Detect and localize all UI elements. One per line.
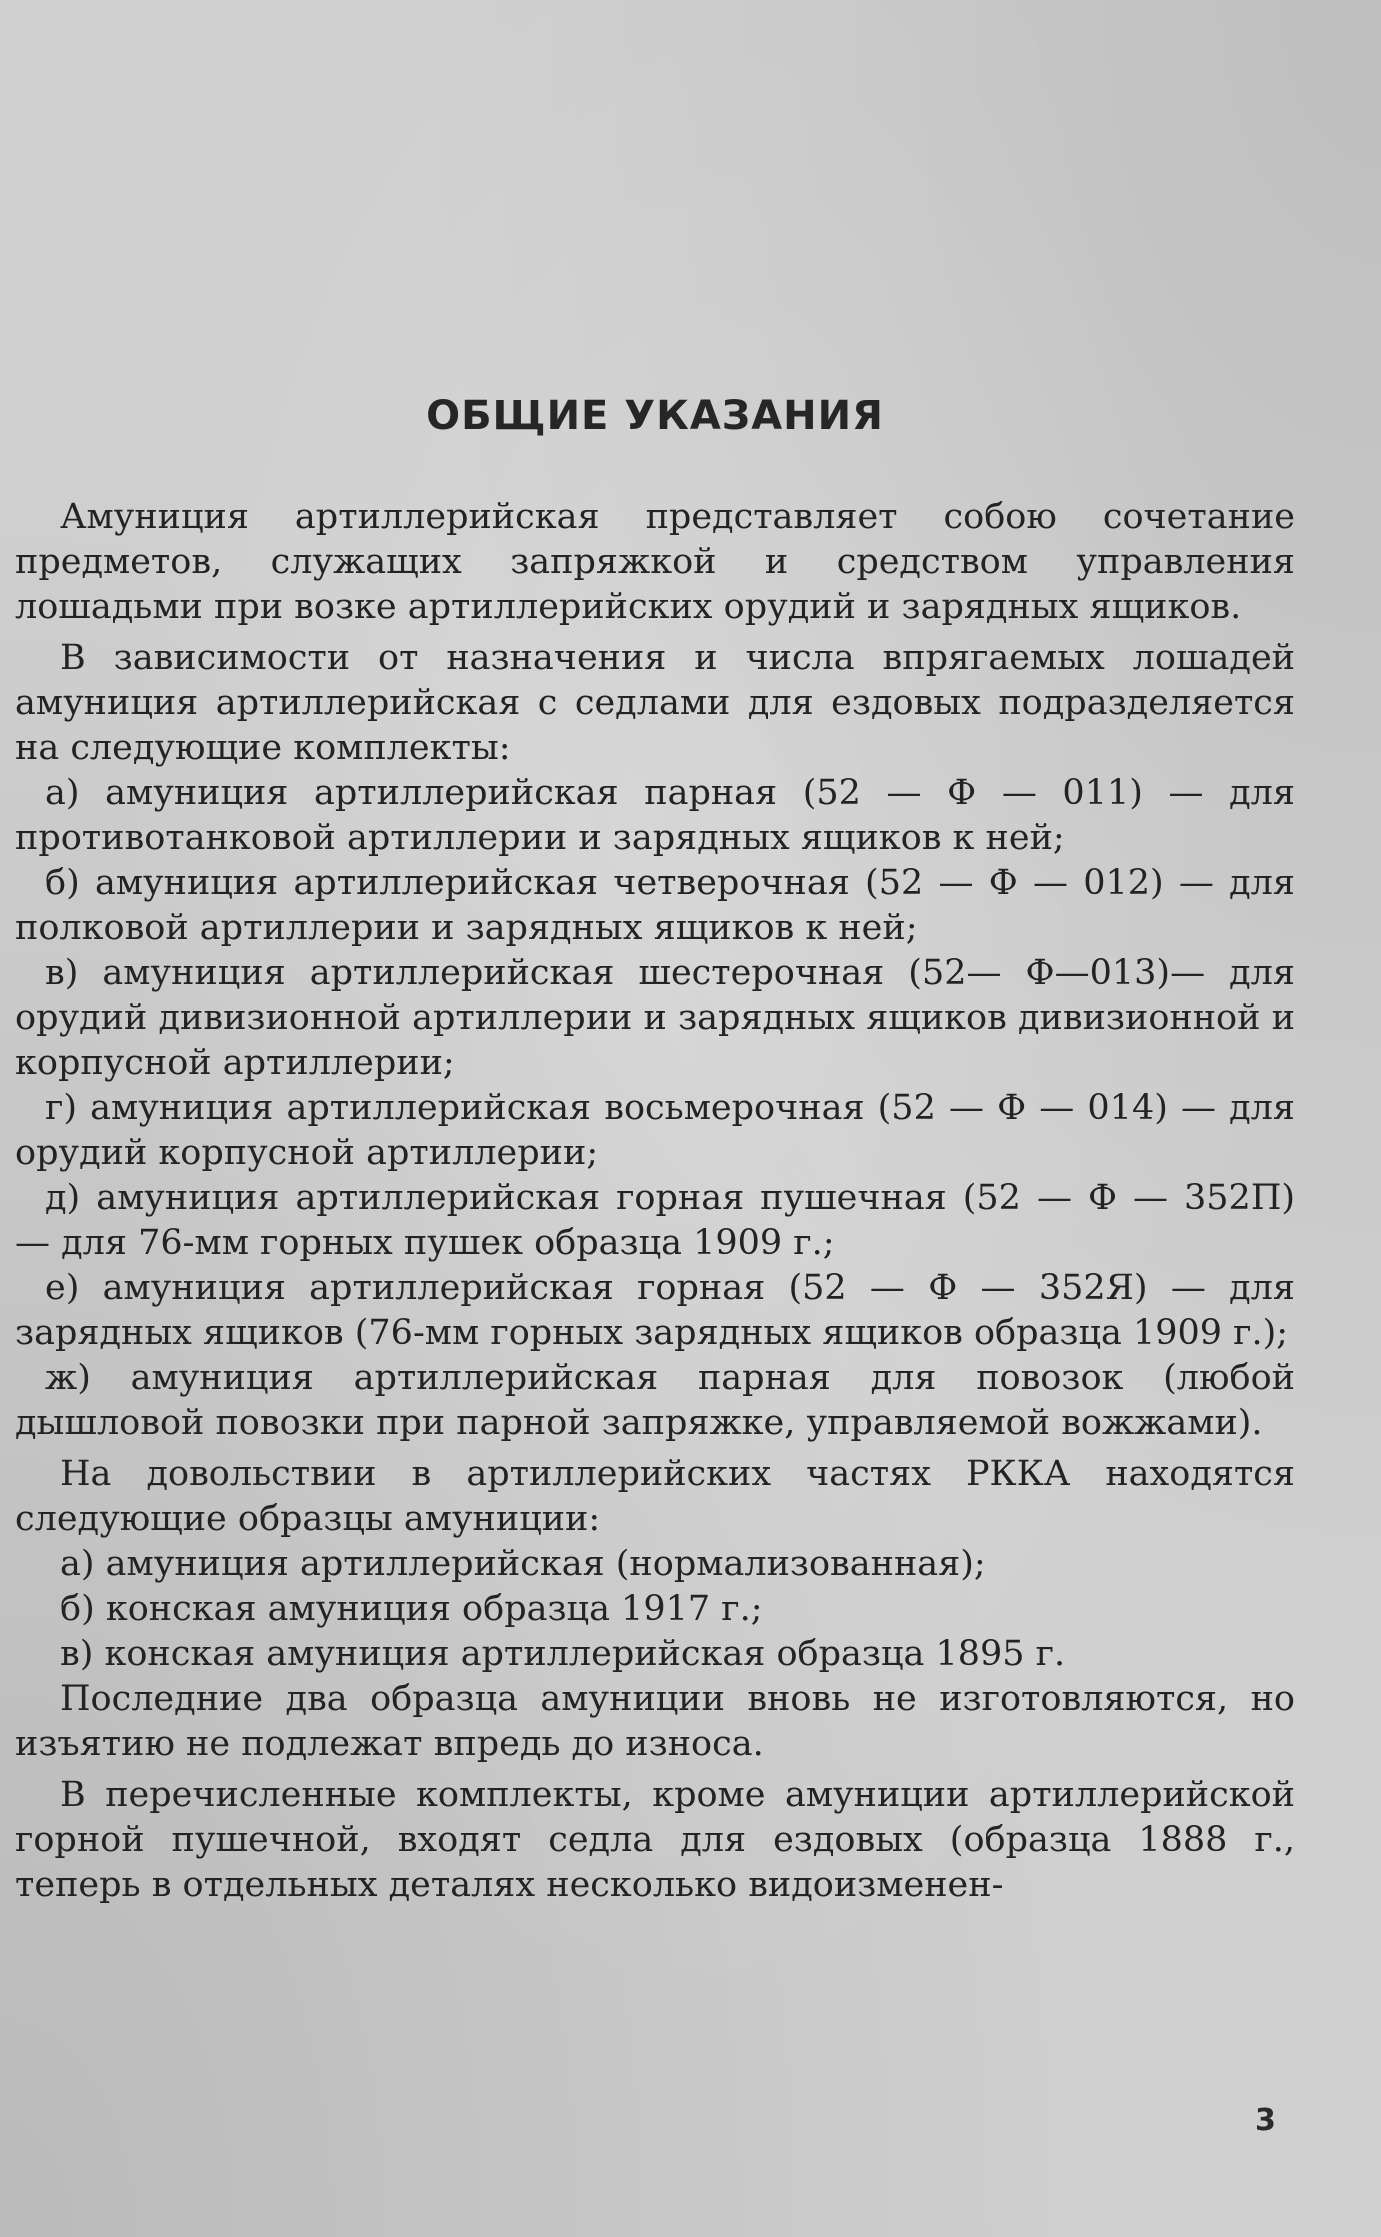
list-item: а) амуниция артиллерийская парная (52 — Ф — 011) — для противотанковой артиллерии и зарядных ящиков к ней; (15, 773, 1295, 858)
paragraph-samples-intro: На довольствии в артиллерийских частях РККА находятся следующие образцы амуниции: (15, 1454, 1295, 1539)
paragraph-sets-intro: В зависимости от назначения и числа впрягаемых лошадей амуниция артиллерийская с седлами для ездовых подразделяется на следующие комплекты: (15, 638, 1295, 768)
body-text (15, 495, 1295, 1908)
page-number: 3 (1255, 2103, 1276, 2138)
list-item: в) амуниция артиллерийская шестерочная (52— Ф—013)— для орудий дивизионной артиллерии и зарядных ящиков дивизионной и корпусной артиллерии; (15, 953, 1295, 1083)
list-item: б) амуниция артиллерийская четверочная (52 — Ф — 012) — для полковой артиллерии и зарядных ящиков к ней; (15, 863, 1295, 948)
page-title: ОБЩИЕ УКАЗАНИЯ (426, 393, 884, 439)
sub-list-item: в) конская амуниция артиллерийская образца 1895 г. (60, 1634, 1066, 1674)
paragraph-last-samples: Последние два образца амуниции вновь не изготовляются, но изъятию не подлежат впредь до износа. (15, 1679, 1295, 1764)
list-item: д) амуниция артиллерийская горная пушечная (52 — Ф — 352П) — для 76-мм горных пушек образца 1909 г.; (15, 1178, 1295, 1263)
list-item: г) амуниция артиллерийская восьмерочная (52 — Ф — 014) — для орудий корпусной артиллерии; (15, 1088, 1295, 1173)
list-item: е) амуниция артиллерийская горная (52 — Ф — 352Я) — для зарядных ящиков (76-мм горных зарядных ящиков образца 1909 г.); (15, 1268, 1295, 1353)
list-item: ж) амуниция артиллерийская парная для повозок (любой дышловой повозки при парной запряжке, управляемой вожжами). (15, 1358, 1295, 1443)
sub-list-item: б) конская амуниция образца 1917 г.; (60, 1589, 763, 1629)
sub-list-item: а) амуниция артиллерийская (нормализованная); (60, 1544, 986, 1584)
paragraph-saddles: В перечисленные комплекты, кроме амуниции артиллерийской горной пушечной, входят седла для ездовых (образца 1888 г., теперь в отдельных деталях несколько видоизменен- (15, 1775, 1295, 1905)
paragraph-definition: Амуниция артиллерийская представляет собою сочетание предметов, служащих запряжкой и средством управления лошадьми при возке артиллерийских орудий и зарядных ящиков. (15, 497, 1295, 627)
